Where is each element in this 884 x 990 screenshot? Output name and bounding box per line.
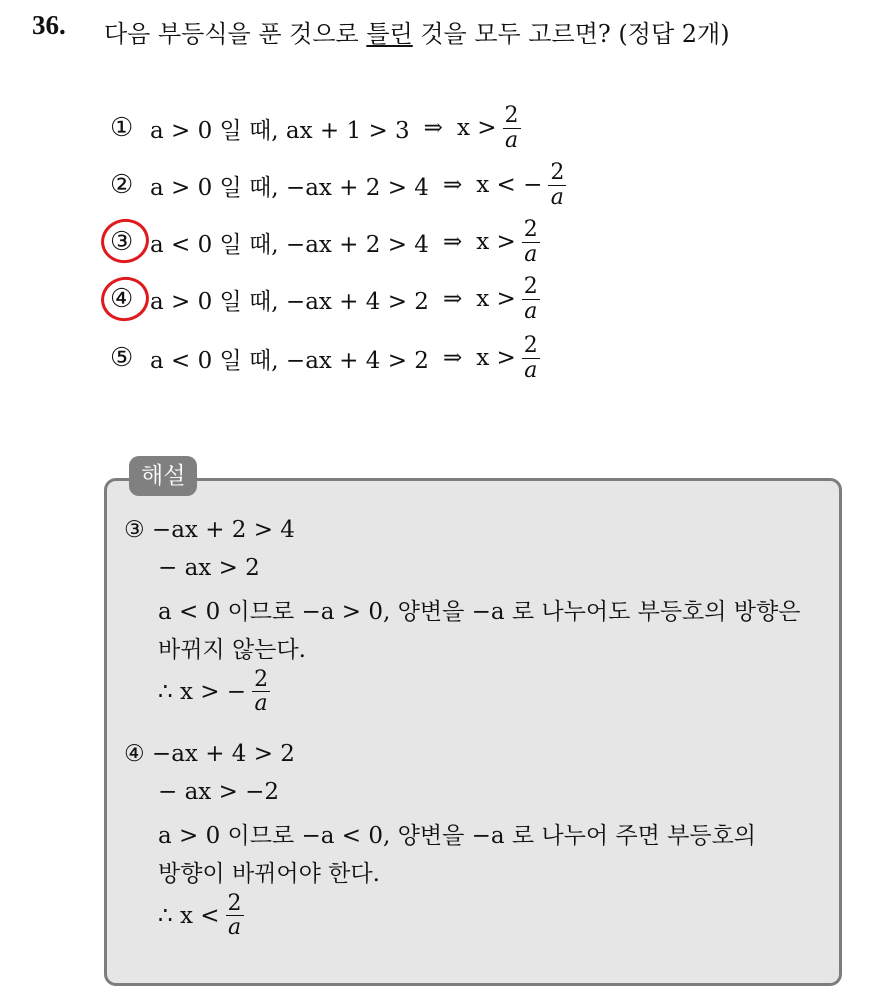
option-fraction <box>548 161 566 208</box>
question-text-underlined: 틀린 <box>366 20 413 48</box>
explanation-3-line1: ③ −ax + 2 > 4 <box>124 517 295 543</box>
fraction-denominator: a <box>524 241 538 267</box>
fraction-numerator: 2 <box>254 667 269 692</box>
fraction-numerator: 2 <box>523 274 538 300</box>
explanation-4-line2: − ax > −2 <box>158 779 280 805</box>
answer-fraction <box>252 668 270 715</box>
fraction-denominator: a <box>227 915 242 941</box>
implies-icon: ⇒ <box>442 286 463 312</box>
fraction-numerator: 2 <box>550 160 565 186</box>
explanation-3-line4: 바뀌지 않는다. <box>158 637 306 663</box>
option-5[interactable] <box>110 330 540 386</box>
option-mark: ③ <box>110 227 134 257</box>
option-4[interactable] <box>110 271 540 327</box>
fraction-numerator: 2 <box>227 891 242 916</box>
option-fraction <box>522 275 540 322</box>
option-fraction <box>522 334 540 381</box>
option-condition: a > 0 일 때, −ax + 2 > 4 <box>150 174 429 201</box>
option-result: x > <box>456 115 497 141</box>
question-number: 36. <box>32 10 66 40</box>
implies-icon: ⇒ <box>442 345 463 371</box>
option-mark: ② <box>110 170 134 200</box>
explanation-3-line2: − ax > 2 <box>158 555 260 581</box>
option-1[interactable] <box>110 100 521 156</box>
option-result: x > <box>476 345 516 371</box>
option-3[interactable] <box>110 214 540 270</box>
fraction-numerator: 2 <box>504 103 519 129</box>
option-fraction <box>503 104 521 151</box>
option-2[interactable] <box>110 157 566 213</box>
option-condition: a > 0 일 때, −ax + 4 > 2 <box>150 288 429 315</box>
option-result: x < − <box>476 172 543 198</box>
implies-icon: ⇒ <box>442 172 463 198</box>
answer-fraction <box>226 892 244 939</box>
option-fraction <box>522 218 540 265</box>
option-condition: a > 0 일 때, ax + 1 > 3 <box>150 117 410 144</box>
option-mark: ⑤ <box>110 343 134 373</box>
fraction-denominator: a <box>524 357 538 383</box>
fraction-numerator: 2 <box>523 333 538 359</box>
option-mark: ④ <box>110 284 134 314</box>
answer-prefix: ∴ x > − <box>158 678 247 705</box>
explanation-4-line4: 방향이 바뀌어야 한다. <box>158 861 380 887</box>
option-mark: ① <box>110 113 134 143</box>
option-condition: a < 0 일 때, −ax + 4 > 2 <box>150 347 429 374</box>
explanation-4-answer <box>158 892 244 939</box>
explanation-tag: 해설 <box>129 456 197 496</box>
question-text-after: 것을 모두 고르면? (정답 2개) <box>412 20 730 48</box>
implies-icon: ⇒ <box>442 229 463 255</box>
fraction-denominator: a <box>254 691 268 717</box>
fraction-numerator: 2 <box>523 217 538 243</box>
explanation-3-line3: a < 0 이므로 −a > 0, 양변을 −a 로 나누어도 부등호의 방향은 <box>158 599 801 625</box>
option-condition: a < 0 일 때, −ax + 2 > 4 <box>150 231 429 258</box>
option-result: x > <box>476 286 516 312</box>
explanation-4-line3: a > 0 이므로 −a < 0, 양변을 −a 로 나누어 주면 부등호의 <box>158 823 757 849</box>
fraction-denominator: a <box>524 298 538 324</box>
explanation-4-line1: ④ −ax + 4 > 2 <box>124 741 295 767</box>
explanation-3-answer <box>158 668 270 715</box>
implies-icon: ⇒ <box>423 115 443 141</box>
fraction-denominator: a <box>504 127 519 153</box>
fraction-denominator: a <box>550 184 564 210</box>
question-text-before: 다음 부등식을 푼 것으로 <box>104 20 367 48</box>
answer-prefix: ∴ x < <box>158 902 220 929</box>
question-text <box>104 14 730 49</box>
option-result: x > <box>476 229 516 255</box>
